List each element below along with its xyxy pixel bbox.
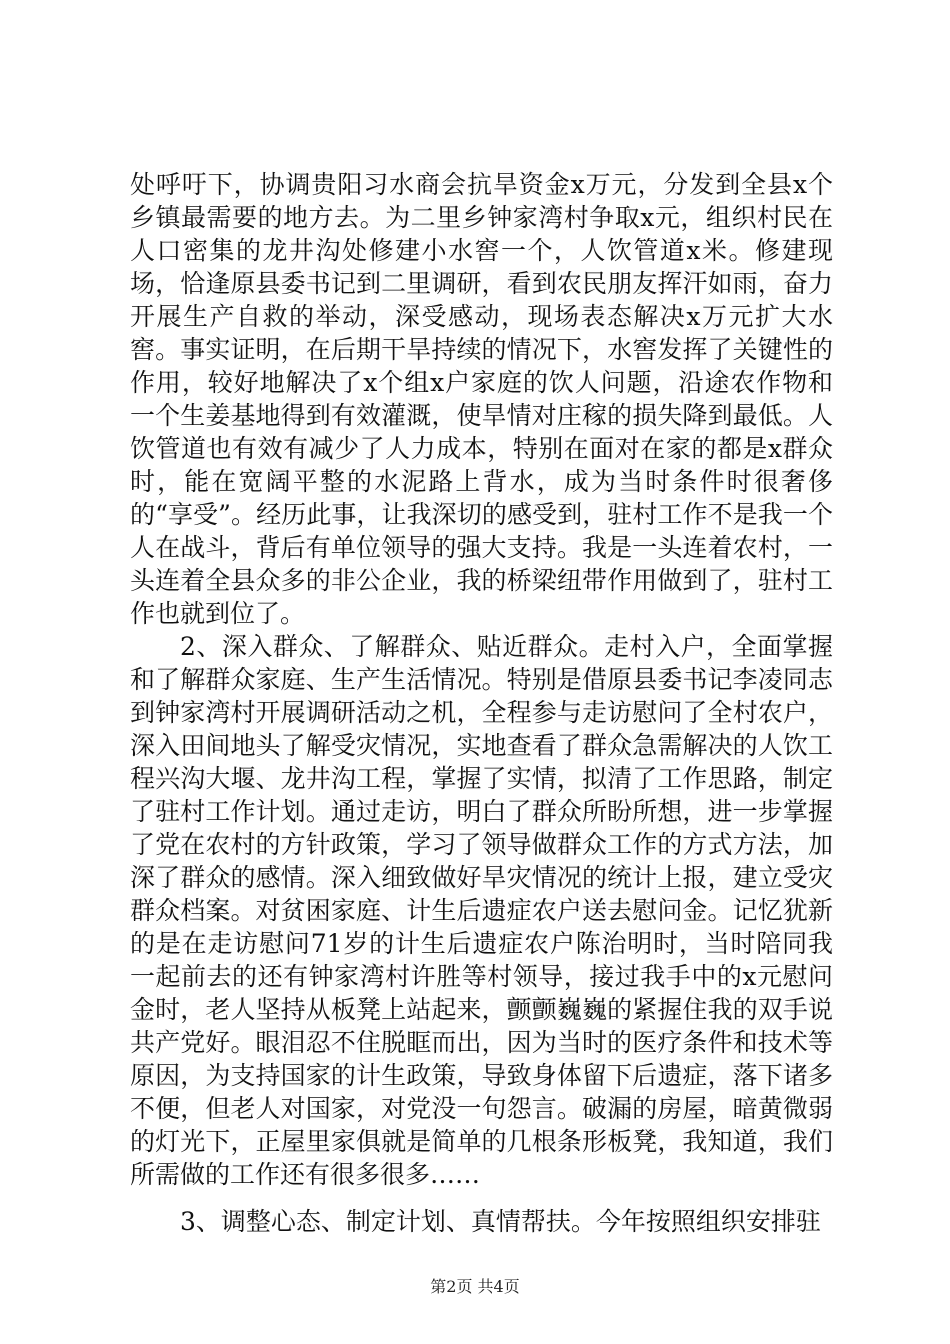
document-body xyxy=(130,168,833,1238)
paragraph-2: 2、深入群众、了解群众、贴近群众。走村入户，全面掌握和了解群众家庭、生产生活情况。特别是借原县委书记李凌同志到钟家湾村开展调研活动之机，全程参与走访慰问了全村农户，深入田间地头了解受灾情况，实地查看了群众急需解决的人饮工程兴沟大堰、龙井沟工程，掌握了实情，拟清了工作思路，制定了驻村工作计划。通过走访，明白了群众所盼所想，进一步掌握了党在农村的方针政策，学习了领导做群众工作的方式方法，加深了群众的感情。深入细致做好旱灾情况的统计上报，建立受灾群众档案。对贫困家庭、计生后遗症农户送去慰问金。记忆犹新的是在走访慰问71岁的计生后遗症农户陈治明时，当时陪同我一起前去的还有钟家湾村许胜等村领导，接过我手中的x元慰问金时，老人坚持从板凳上站起来，颤颤巍巍的紧握住我的双手说共产党好。眼泪忍不住脱眶而出，因为当时的医疗条件和技术等原因，为支持国家的计生政策，导致身体留下后遗症，落下诸多不便，但老人对国家，对党没一句怨言。破漏的房屋，暗黄微弱的灯光下，正屋里家俱就是简单的几根条形板凳，我知道，我们所需做的工作还有很多很多…… xyxy=(130,632,833,1189)
page-number-footer: 第2页 共4页 xyxy=(430,1277,520,1296)
paragraph-3: 3、调整心态、制定计划、真情帮扶。今年按照组织安排驻 xyxy=(180,1207,821,1236)
paragraph-1: 处呼吁下，协调贵阳习水商会抗旱资金x万元，分发到全县x个乡镇最需要的地方去。为二里乡钟家湾村争取x元，组织村民在人口密集的龙井沟处修建小水窖一个，人饮管道x米。修建现场，恰逢原县委书记到二里调研，看到农民朋友挥汗如雨，奋力开展生产自救的举动，深受感动，现场表态解决x万元扩大水窖。事实证明，在后期干旱持续的情况下，水窖发挥了关键性的作用，较好地解决了x个组x户家庭的饮人问题，沿途农作物和一个生姜基地得到有效灌溉，使旱情对庄稼的损失降到最低。人饮管道也有效有减少了人力成本，特别在面对在家的都是x群众时，能在宽阔平整的水泥路上背水，成为当时条件时很奢侈的“享受”。经历此事，让我深切的感受到，驻村工作不是我一个人在战斗，背后有单位领导的强大支持。我是一头连着农村，一头连着全县众多的非公企业，我的桥梁纽带作用做到了，驻村工作也就到位了。 xyxy=(130,170,833,628)
